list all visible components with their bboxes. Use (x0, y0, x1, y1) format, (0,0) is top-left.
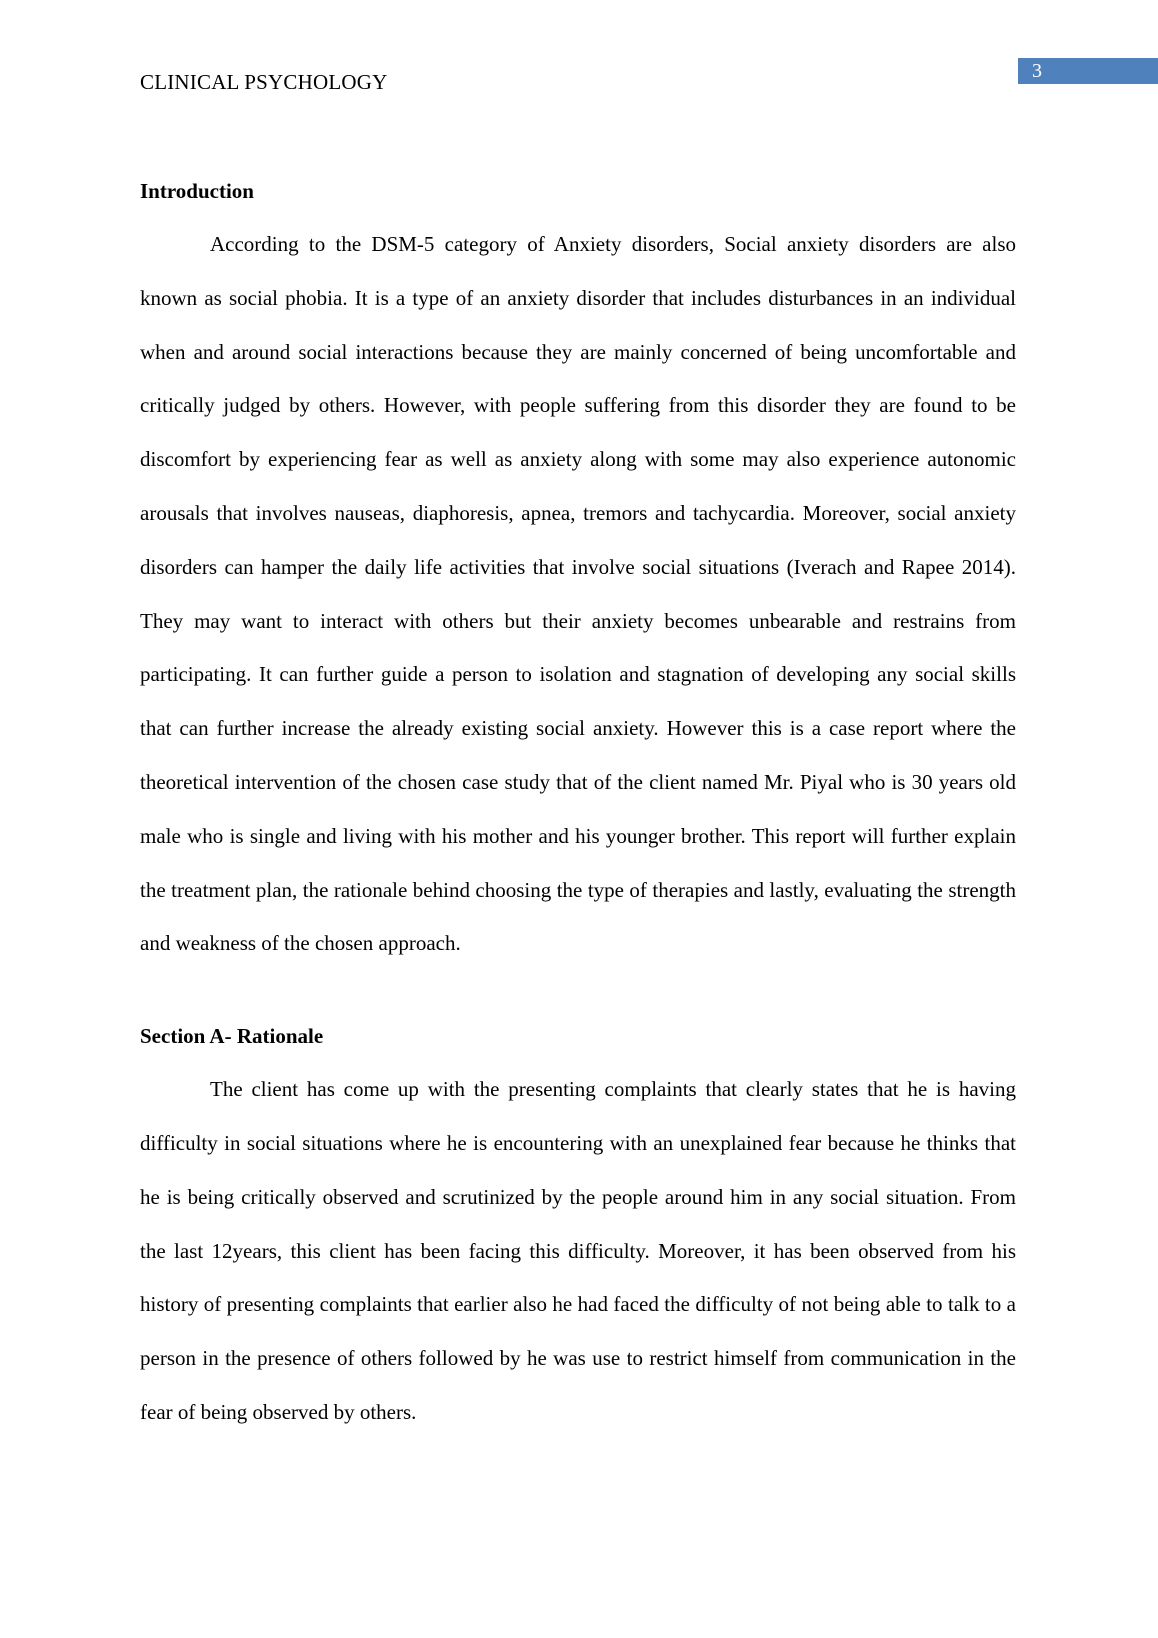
document-body (140, 178, 1016, 1440)
running-head: CLINICAL PSYCHOLOGY (140, 70, 388, 94)
introduction-heading: Introduction (140, 179, 254, 203)
introduction-paragraph: According to the DSM-5 category of Anxiety disorders, Social anxiety disorders are also known as social phobia. It is a type of an anxiety disorder that includes disturbances in an individual when and around social interactions because they are mainly concerned of being uncomfortable and critically judged by others. However, with people suffering from this disorder they are found to be discomfort by experiencing fear as well as anxiety along with some may also experience autonomic arousals that involves nauseas, diaphoresis, apnea, tremors and tachycardia. Moreover, social anxiety disorders can hamper the daily life activities that involve social situations (Iverach and Rapee 2014). They may want to interact with others but their anxiety becomes unbearable and restrains from participating. It can further guide a person to isolation and stagnation of developing any social skills that can further increase the already existing social anxiety. However this is a case report where the theoretical intervention of the chosen case study that of the client named Mr. Piyal who is 30 years old male who is single and living with his mother and his younger brother. This report will further explain the treatment plan, the rationale behind choosing the type of therapies and lastly, evaluating the strength and weakness of the chosen approach. (140, 232, 1016, 956)
rationale-heading: Section A- Rationale (140, 1024, 324, 1049)
section-spacer (140, 971, 1016, 1023)
page-number: 3 (1032, 60, 1042, 82)
rationale-paragraph: The client has come up with the presenting complaints that clearly states that he is having difficulty in social situations where he is encountering with an unexplained fear because he thinks that he is being critically observed and scrutinized by the people around him in any social situation. From the last 12years, this client has been facing this difficulty. Moreover, it has been observed from his history of presenting complaints that earlier also he had faced the difficulty of not being able to talk to a person in the presence of others followed by he was use to restrict himself from communication in the fear of being observed by others. (140, 1077, 1016, 1424)
